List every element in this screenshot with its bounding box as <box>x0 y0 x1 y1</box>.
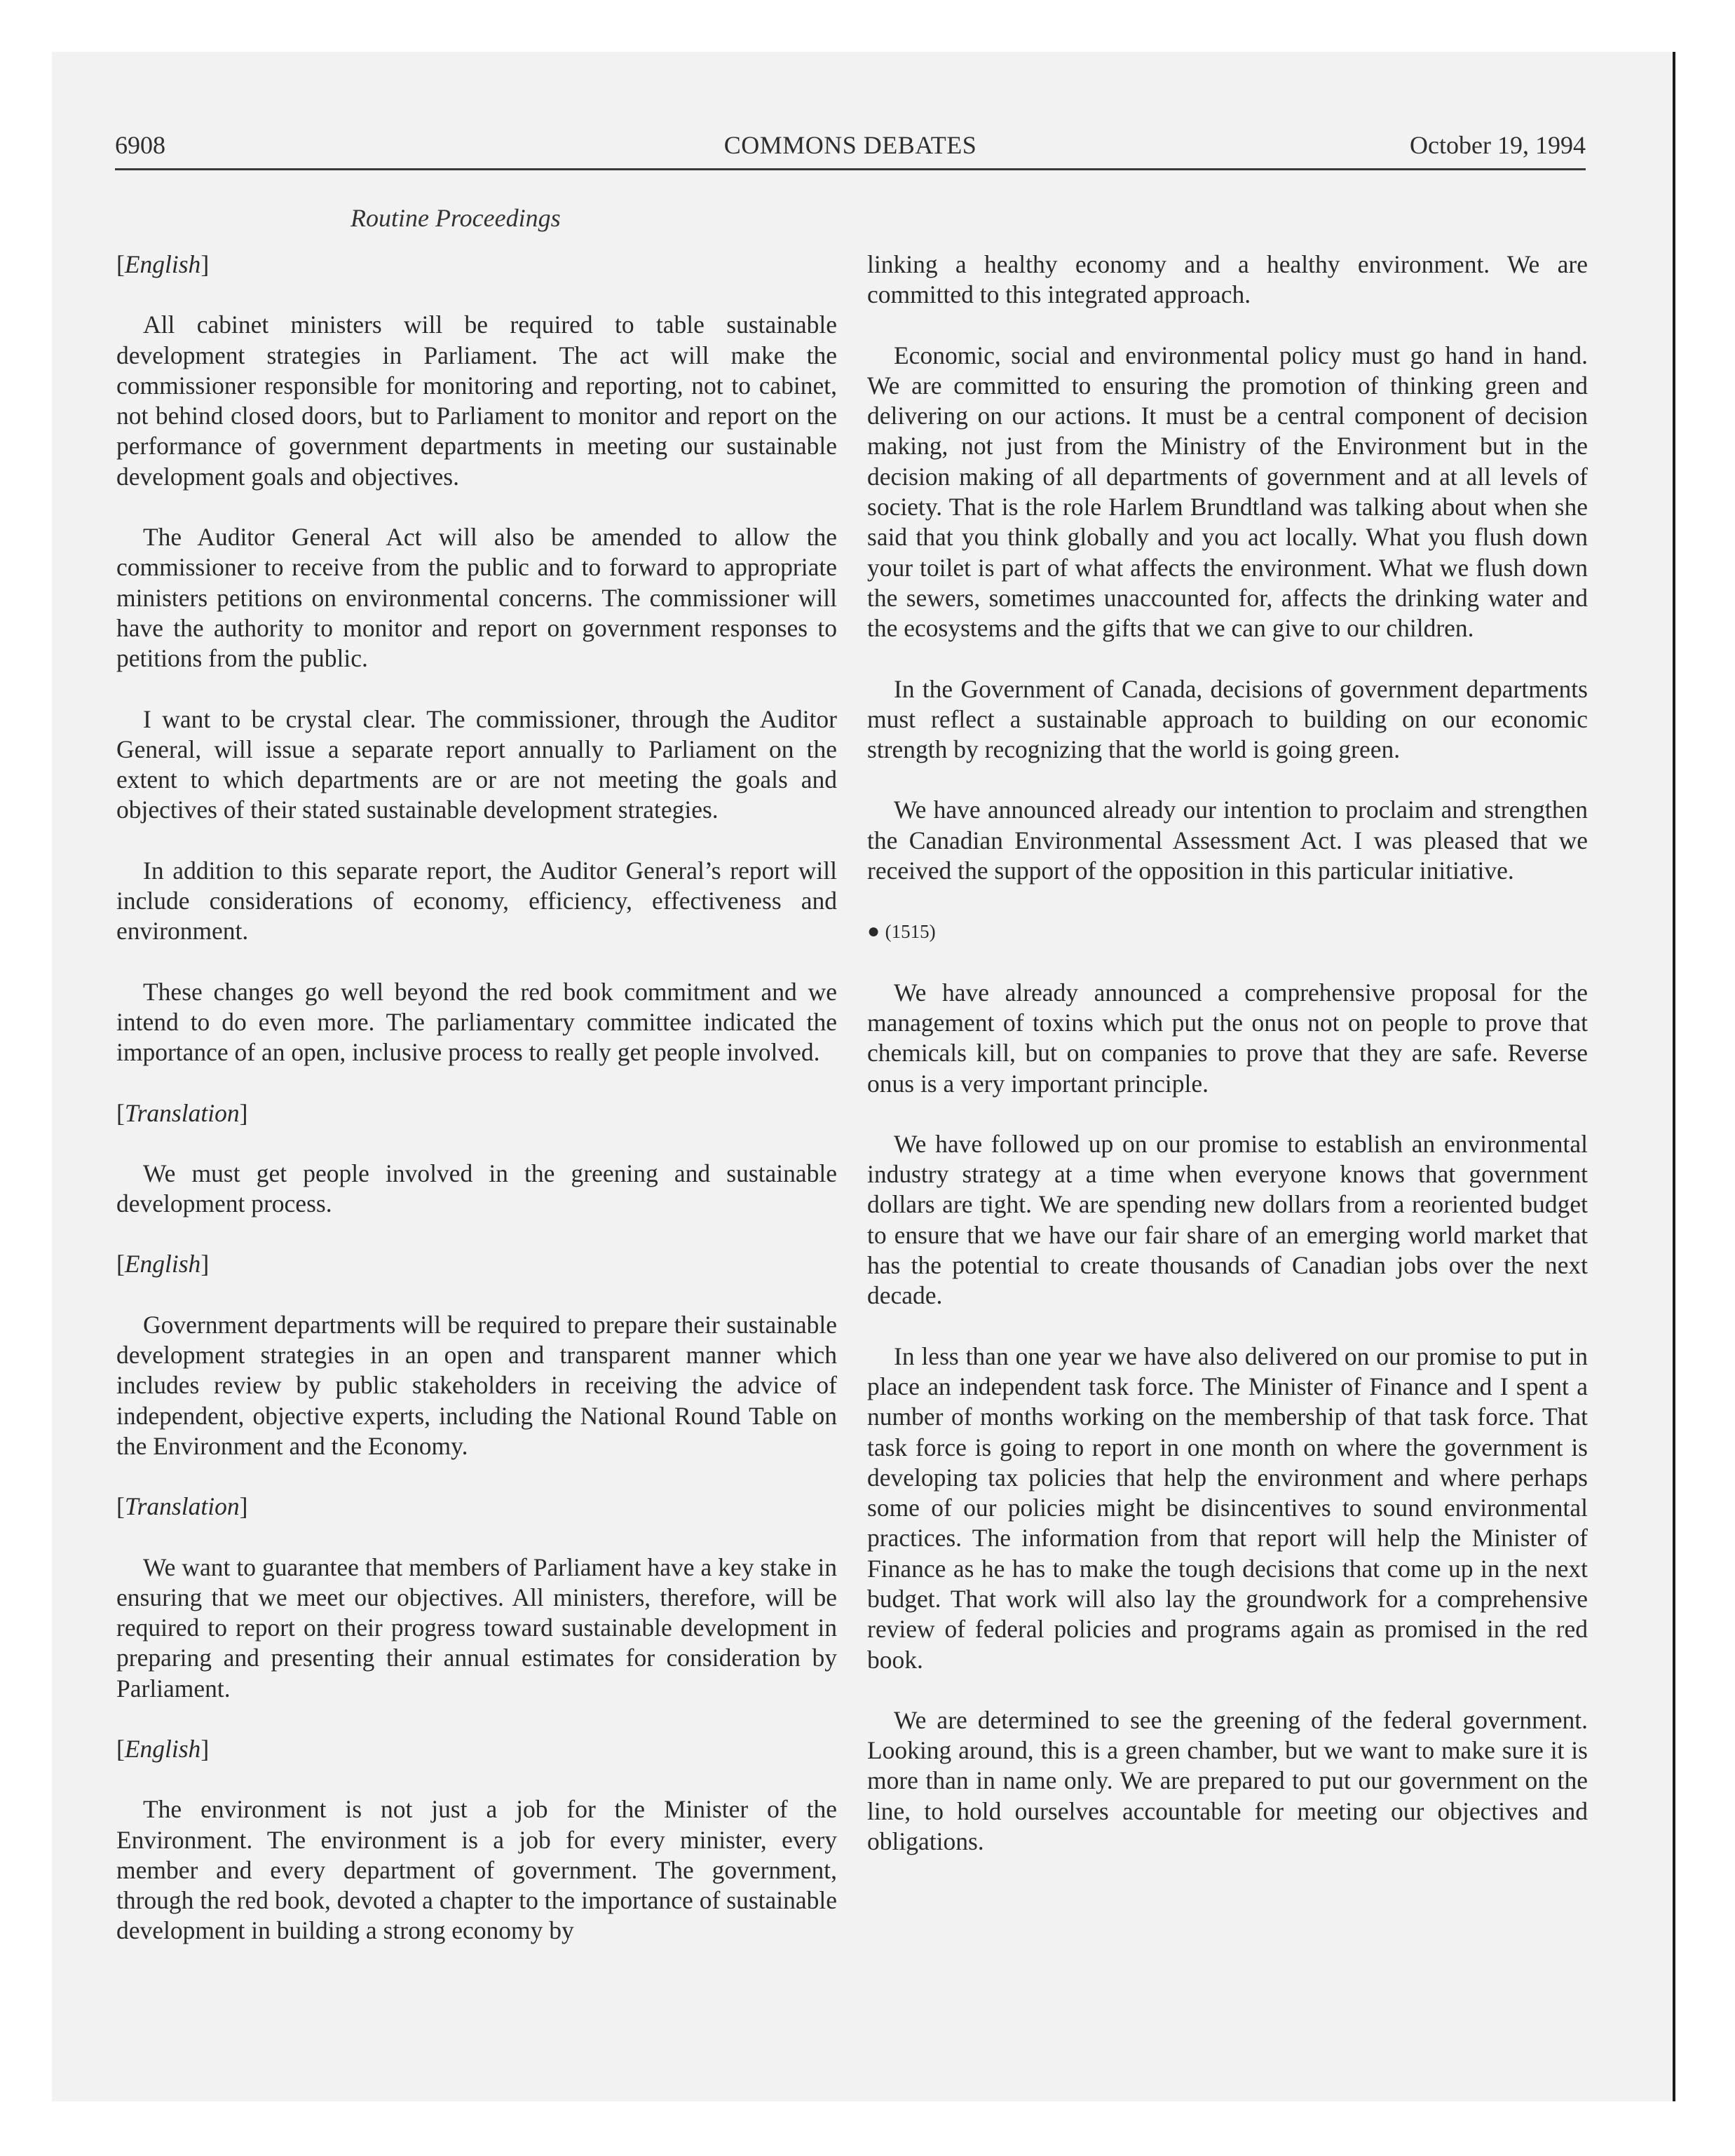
language-tag: [English] <box>116 1250 210 1278</box>
language-tag: [Translation] <box>116 1492 248 1521</box>
publication-title: COMMONS DEBATES <box>723 131 977 159</box>
paragraph: In the Government of Canada, decisions of government departments must reflect a sustainable approach to building on our economic strength by recognizing that the world is going green. <box>867 674 1588 764</box>
running-header <box>115 130 1586 165</box>
paragraph: Government departments will be required to prepare their sustainable development strategies in an open and transparent manner which includes review by public stakeholders in receiving the advice of independent, objective experts, including the National Round Table on the Environment and the Economy. <box>116 1310 837 1460</box>
left-column <box>116 250 837 1977</box>
page-edge-shadow <box>1673 52 1675 2101</box>
right-column <box>867 250 1588 1887</box>
header-rule <box>115 168 1586 170</box>
paragraph: In less than one year we have also delivered on our promise to put in place an independent task force. The Minister of Finance and I spent a number of months working on the membership of that task force. That task force is going to report in one month on where the government is developing tax policies that help the environment and where perhaps some of our policies might be disincentives to sound environmental practices. The information from that report will help the Minister of Finance as he has to make the tough decisions that come up in the next budget. That work will also lay the groundwork for a comprehensive review of federal policies and programs again as promised in the red book. <box>867 1342 1588 1674</box>
language-tag: [English] <box>116 250 210 278</box>
language-tag: [English] <box>116 1734 210 1763</box>
time-marker: ● (1515) <box>867 920 936 943</box>
bullet-icon: ● <box>867 920 885 943</box>
paragraph: We want to guarantee that members of Parliament have a key stake in ensuring that we meet our objectives. All ministers, therefore, will be required to report on their progress toward sustainable development in preparing and presenting their annual estimates for consideration by Parliament. <box>116 1553 837 1703</box>
paragraph: We must get people involved in the greening and sustainable development process. <box>116 1159 837 1218</box>
paragraph: In addition to this separate report, the Auditor General’s report will include considerations of economy, efficiency, effectiveness and environment. <box>116 856 837 946</box>
paragraph: I want to be crystal clear. The commissioner, through the Auditor General, will issue a separate report annually to Parliament on the extent to which departments are or are not meeting the goals and objectives of their stated sustainable development strategies. <box>116 704 837 824</box>
paragraph: The Auditor General Act will also be amended to allow the commissioner to receive from the public and to forward to appropriate ministers petitions on environmental concerns. The commissioner will have the authority to monitor and report on government responses to petitions from the public. <box>116 523 837 673</box>
paragraph: The environment is not just a job for the Minister of the Environment. The environment is a job for every minister, every member and every department of government. The government, through the red book, devoted a chapter to the importance of sustainable development in building a strong economy by <box>116 1795 837 1945</box>
paragraph: Economic, social and environmental policy must go hand in hand. We are committed to ensuring the promotion of thinking green and delivering on our actions. It must be a central component of decision making, not just from the Ministry of the Environment but in the decision making of all departments of government and at all levels of society. That is the role Harlem Brundtland was talking about when she said that you think globally and you act locally. What you flush down your toilet is part of what affects the environment. What we flush down the sewers, sometimes unaccounted for, affects the drinking water and the ecosystems and the gifts that we can give to our children. <box>867 341 1588 643</box>
paragraph: We have already announced a comprehensive proposal for the management of toxins which put the onus not on people to prove that chemicals kill, but on companies to prove that they are safe. Reverse onus is a very important principle. <box>867 978 1588 1098</box>
paragraph: We have announced already our intention to proclaim and strengthen the Canadian Environmental Assessment Act. I was pleased that we received the support of the opposition in this particular initiative. <box>867 796 1588 885</box>
paragraph: All cabinet ministers will be required to table sustainable development strategies in Parliament. The act will make the commissioner responsible for monitoring and reporting, not to cabinet, not behind closed doors, but to Parliament to monitor and report on the performance of government departments in meeting our sustainable development goals and objectives. <box>116 311 837 491</box>
page-number: 6908 <box>115 131 165 159</box>
paragraph: These changes go well beyond the red book commitment and we intend to do even more. The parliamentary committee indicated the importance of an open, inclusive process to really get people involved. <box>116 977 837 1067</box>
section-heading: Routine Proceedings <box>351 204 561 232</box>
paragraph: We are determined to see the greening of the federal government. Looking around, this is a green chamber, but we want to make sure it is more than in name only. We are prepared to put our government on the line, to hold ourselves accountable for meeting our objectives and obligations. <box>867 1705 1588 1856</box>
header-date: October 19, 1994 <box>1410 131 1586 159</box>
paragraph-continued: linking a healthy economy and a healthy environment. We are committed to this integrated approach. <box>867 250 1588 309</box>
paragraph: We have followed up on our promise to establish an environmental industry strategy at a time when everyone knows that government dollars are tight. We are spending new dollars from a reoriented budget to ensure that we have our fair share of an emerging world market that has the potential to create thousands of Canadian jobs over the next decade. <box>867 1129 1588 1310</box>
language-tag: [Translation] <box>116 1098 248 1127</box>
